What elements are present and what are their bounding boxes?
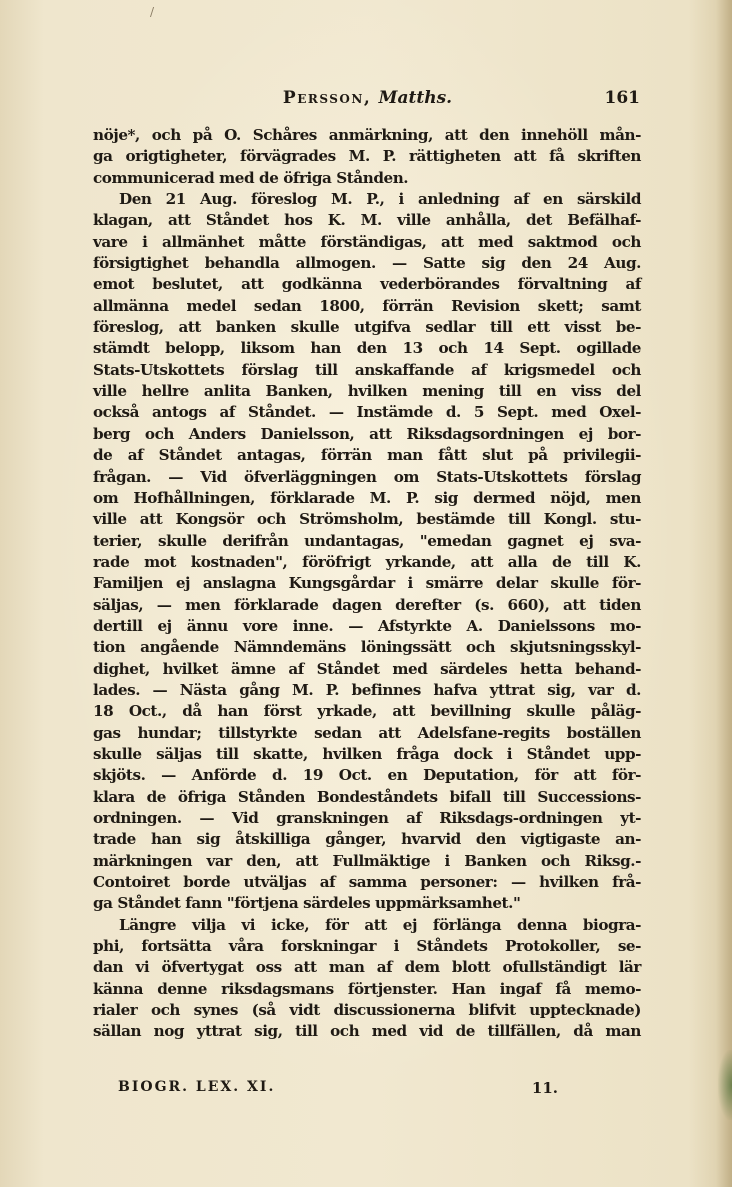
text-line: dertill ej ännu vore inne. — Afstyrkte A. Danielssons mo- [93,616,641,635]
text-line: nöje*, och på O. Schåres anmärkning, att den innehöll mån- [93,126,641,144]
text-line: märkningen var den, att Fullmäktige i Banken och Riksg.- [93,851,641,870]
running-title [95,88,640,108]
text-line: de af Ståndet antagas, förrän man fått slut på privilegii- [93,446,641,465]
text-line: rialer och synes (så vidt discussionerna blifvit upptecknade) [93,1001,641,1020]
text-line: Contoiret borde utväljas af samma personer: — hvilken frå- [93,873,641,892]
text-line: communicerad med de öfriga Stånden. [93,168,409,187]
text-line: skjöts. — Anförde d. 19 Oct. en Deputation, för att för- [93,766,641,785]
sheet-number: 11. [531,1079,558,1097]
running-title-name: Matths. [378,88,453,108]
body-text [93,125,641,1043]
page-edge-shadow [716,0,732,1187]
text-line: försigtighet behandla allmogen. — Satte sig den 24 Aug. [93,254,641,273]
page-stain [718,1050,732,1120]
text-line: ordningen. — Vid granskningen af Riksdags-ordningen yt- [93,809,641,827]
text-line: klara de öfriga Stånden Bondeståndets bifall till Successions- [93,787,641,806]
page-number: 161 [604,88,640,108]
text-line: frågan. — Vid öfverläggningen om Stats-Utskottets förslag [93,467,641,486]
text-line: Den 21 Aug. föreslog M. P., i anledning af en särskild [119,190,641,209]
text-line: Familjen ej anslagna Kungsgårdar i smärre delar skulle för- [93,574,641,593]
text-line: trade han sig åtskilliga gånger, hvarvid den vigtigaste an- [93,830,641,849]
text-line: terier, skulle derifrån undantagas, "emedan gagnet ej sva- [93,531,641,550]
page-speck: / [150,5,155,19]
text-line: ville hellre anlita Banken, hvilken mening till en viss del [93,382,641,401]
text-line: skulle säljas till skatte, hvilken fråga dock i Ståndet upp- [93,744,641,763]
text-line: berg och Anders Danielsson, att Riksdagsordningen ej bor- [93,424,641,443]
running-title-author: Persson [282,88,364,108]
text-line: rade mot kostnaden", föröfrigt yrkande, att alla de till K. [93,552,641,571]
text-line: om Hofhållningen, förklarade M. P. sig dermed nöjd, men [93,488,641,507]
text-line: dan vi öfvertygat oss att man af dem blott ofullständigt lär [93,958,641,977]
printer-signature: BIOGR. LEX. XI. [118,1079,276,1095]
text-line: klagan, att Ståndet hos K. M. ville anhålla, det Befälhaf- [93,211,641,230]
text-line: gas hundar; tillstyrkte sedan att Adelsfane-regits boställen [93,723,641,742]
text-line: Längre vilja vi icke, för att ej förlänga denna biogra- [119,915,641,934]
text-line: känna denne riksdagsmans förtjenster. Han ingaf få memo- [93,979,641,998]
text-line: 18 Oct., då han först yrkade, att bevillning skulle påläg- [93,702,641,721]
text-line: stämdt belopp, liksom han den 13 och 14 Sept. ogillade [93,339,641,358]
text-line: vare i allmänhet måtte förständigas, att med saktmod och [93,232,641,251]
text-line: emot beslutet, att godkänna vederbörandes förvaltning af [93,275,641,294]
text-line: phi, fortsätta våra forskningar i Ståndets Protokoller, se- [93,937,641,956]
text-line: ga origtigheter, förvägrades M. P. rättigheten att få skriften [93,147,641,166]
text-line: allmänna medel sedan 1800, förrän Revision skett; samt [93,296,641,315]
page-header [95,88,640,116]
text-line: föreslog, att banken skulle utgifva sedlar till ett visst be- [93,318,641,337]
text-line: ville att Kongsör och Strömsholm, bestämde till Kongl. stu- [93,510,641,529]
text-line: sällan nog yttrat sig, till och med vid de tillfällen, då man [93,1022,641,1041]
text-line: tion angående Nämndemäns löningssätt och skjutsningsskyl- [93,638,641,657]
text-line: lades. — Nästa gång M. P. befinnes hafva yttrat sig, var d. [93,680,641,699]
text-line: också antogs af Ståndet. — Instämde d. 5 Sept. med Oxel- [93,403,641,422]
text-line: dighet, hvilket ämne af Ståndet med särdeles hetta behand- [93,659,641,678]
text-line: ga Ståndet fann "förtjena särdeles uppmärksamhet." [93,894,521,913]
text-line: Stats-Utskottets förslag till anskaffande af krigsmedel och [93,360,641,379]
text-line: säljas, — men förklarade dagen derefter (s. 660), att tiden [93,595,641,614]
running-title-separator: , [363,88,372,108]
